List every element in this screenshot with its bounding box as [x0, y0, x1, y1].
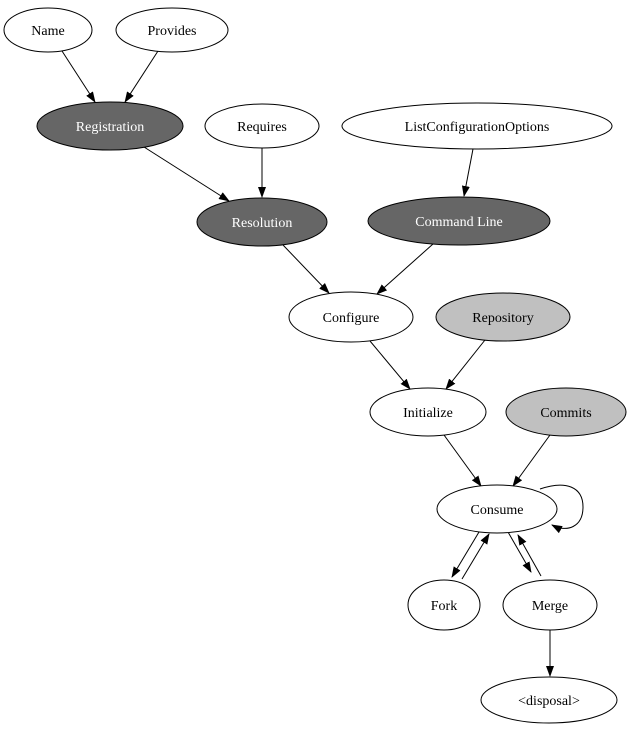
node-resolution	[197, 198, 327, 246]
node-initialize-label: Initialize	[403, 406, 453, 421]
node-disposal-label: <disposal>	[518, 694, 580, 709]
edge-repository-to-initialize	[446, 340, 485, 389]
node-fork-label: Fork	[430, 599, 458, 614]
node-consume-label: Consume	[470, 503, 524, 518]
edge-commits-to-consume	[513, 435, 550, 486]
node-configure-label: Configure	[322, 311, 380, 326]
node-registration	[37, 102, 183, 150]
node-resolution-label: Resolution	[231, 216, 293, 231]
node-requires-label: Requires	[237, 120, 287, 135]
node-commits	[506, 388, 626, 436]
node-consume	[437, 485, 557, 533]
edge-configure-to-initialize	[370, 341, 410, 389]
node-listconfigurationoptions	[342, 103, 612, 149]
edge-name-to-registration	[62, 51, 95, 102]
node-command-line	[368, 197, 550, 245]
node-repository-label: Repository	[472, 311, 534, 326]
edge-initialize-to-consume	[444, 435, 481, 486]
edge-consume-to-fork	[452, 532, 479, 577]
node-listconfigurationoptions-label: ListConfigurationOptions	[404, 120, 550, 135]
nodes-layer	[4, 8, 626, 723]
node-configure	[289, 292, 413, 342]
node-provides	[116, 8, 228, 52]
node-fork	[408, 580, 480, 630]
node-command-line-label: Command Line	[415, 215, 503, 230]
node-name-label: Name	[31, 24, 65, 39]
node-requires	[205, 104, 319, 148]
edge-command-line-to-configure	[377, 244, 433, 294]
node-name	[4, 8, 92, 52]
node-initialize	[370, 388, 486, 436]
node-repository	[436, 293, 570, 341]
node-commits-label: Commits	[540, 406, 592, 421]
edge-listconfigurationoptions-to-command-line	[464, 149, 473, 196]
edge-registration-to-resolution	[144, 147, 229, 201]
node-registration-label: Registration	[75, 120, 145, 135]
edge-fork-to-consume	[462, 534, 489, 579]
node-merge-label: Merge	[531, 599, 569, 614]
edge-provides-to-registration	[125, 51, 158, 102]
node-provides-label: Provides	[147, 24, 197, 39]
node-disposal	[481, 677, 617, 723]
edge-resolution-to-configure	[283, 245, 329, 293]
node-merge	[503, 580, 597, 630]
